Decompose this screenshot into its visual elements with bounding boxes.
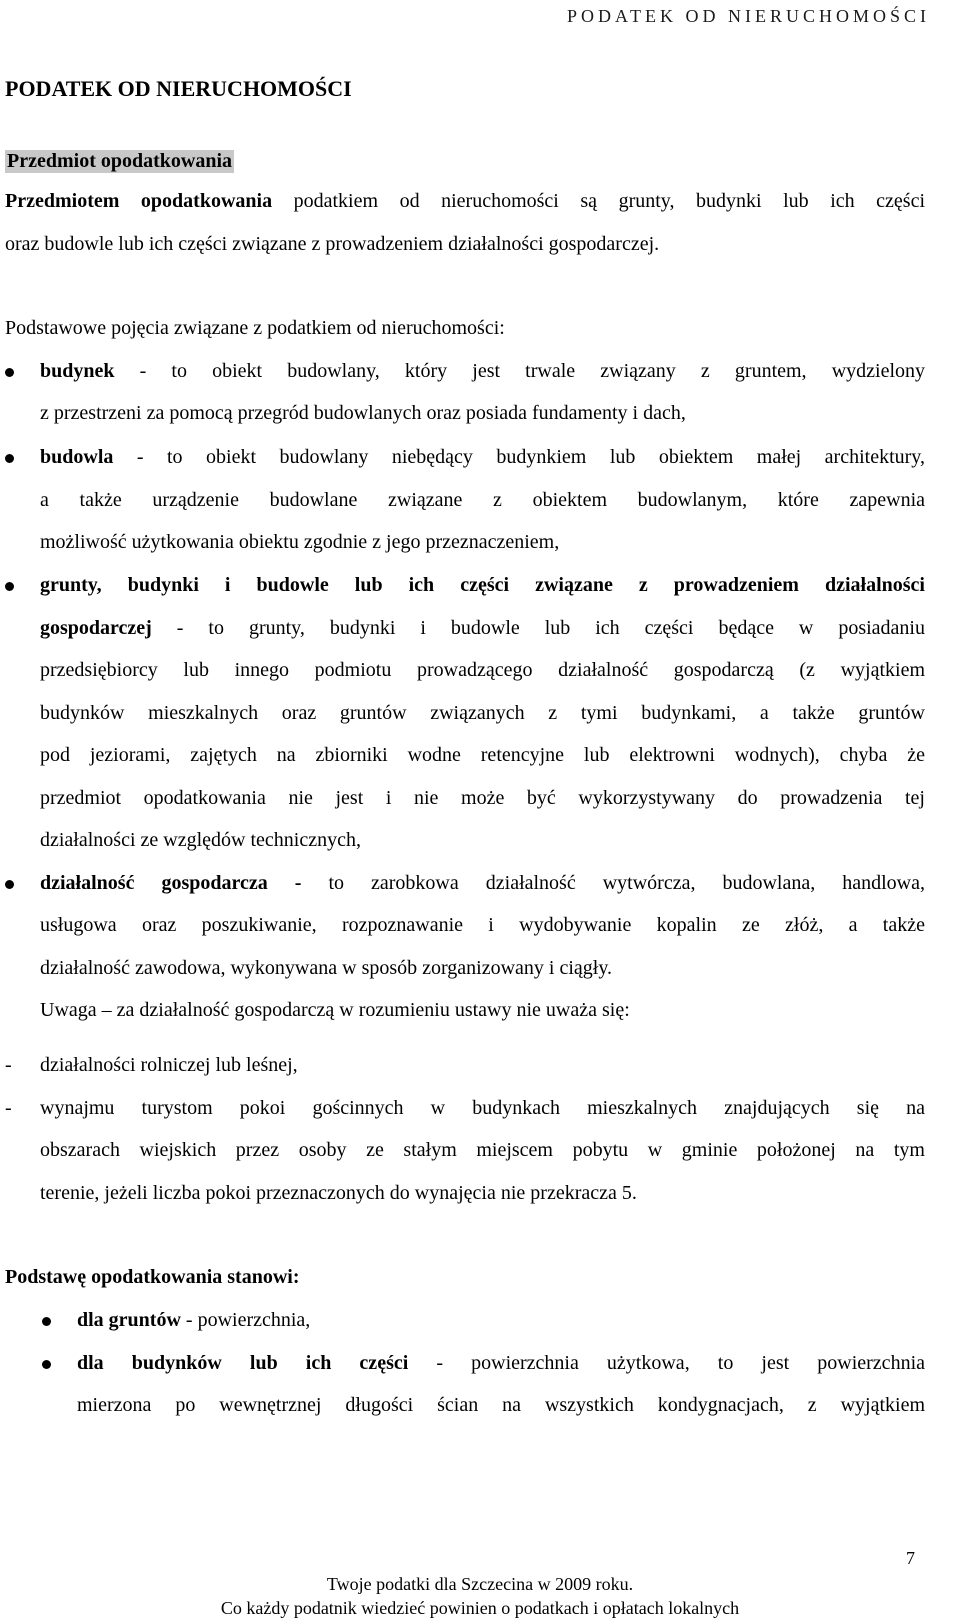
page-number: 7 [906,1548,915,1568]
exclusion-2-line1: wynajmu turystom pokoi gościnnych w budynkach mieszkalnych znajdujących się na [40,1097,925,1119]
subject-para-line2: oraz budowle lub ich części związane z prowadzeniem działalności gospodarczej. [5,233,660,255]
exclusion-2-line2: obszarach wiejskich przez osoby ze stałym miejscem pobytu w gminie położonej na tym [40,1139,925,1161]
exclusion-2-line3: terenie, jeżeli liczba pokoi przeznaczonych do wynajęcia nie przekracza 5. [40,1182,637,1204]
dzialalnosc-line3: działalność zawodowa, wykonywana w sposób zorganizowany i ciągły. [40,957,613,979]
base-budynki-term: dla budynków lub ich części [77,1352,409,1374]
budynek-term: budynek [40,360,115,382]
grunty-line3: przedsiębiorcy lub innego podmiotu prowadzącego działalność gospodarczą (z wyjątkiem [40,659,925,681]
dzialalnosc-line2: usługowa oraz poszukiwanie, rozpoznawanie i wydobywanie kopalin ze złóż, a także [40,914,925,936]
exclusion-1: działalności rolniczej lub leśnej, [40,1054,298,1076]
footer-line1: Twoje podatki dla Szczecina w 2009 roku. [326,1574,634,1594]
base-budynki-text: - powierzchnia użytkowa, to jest powierzchnia [408,1352,925,1374]
base-item-grunty [77,1299,310,1342]
grunty-term-end: gospodarczej [40,617,152,639]
subject-bold: Przedmiotem opodatkowania [5,190,273,212]
budowla-text: - to obiekt budowlany niebędący budynkiem lub obiektem małej architektury, [113,446,925,468]
base-grunty-text: - powierzchnia, [180,1309,311,1331]
subject-text: podatkiem od nieruchomości są grunty, budynki lub ich części [272,190,925,212]
bullet-dot [5,880,14,889]
base-item-budynki-line1 [77,1342,925,1385]
budynek-text: - to obiekt budowlany, który jest trwale związany z gruntem, wydzielony [114,360,925,382]
grunty-line6: przedmiot opodatkowania nie jest i nie może być wykorzystywany do prowadzenia tej [40,787,925,809]
dzialalnosc-term: działalność gospodarcza - [40,872,302,894]
concepts-intro: Podstawowe pojęcia związane z podatkiem od nieruchomości: [5,317,505,339]
bullet-dot [5,368,14,377]
budynek-line1 [40,350,925,393]
grunty-line4: budynków mieszkalnych oraz gruntów związanych z tymi budynkami, a także gruntów [40,702,925,724]
base-grunty-term: dla gruntów [77,1309,181,1331]
subject-para-line1 [5,180,925,223]
budowla-term: budowla [40,446,114,468]
document-title: PODATEK OD NIERUCHOMOŚCI [5,76,352,101]
base-heading: Podstawę opodatkowania stanowi: [5,1266,300,1288]
dzialalnosc-text: to zarobkowa działalność wytwórcza, budowlana, handlowa, [301,872,925,894]
grunty-line1: grunty, budynki i budowle lub ich części związane z prowadzeniem działalności [40,574,925,596]
section-heading-subject: Przedmiot opodatkowania [7,150,232,172]
bullet-dot [5,454,14,463]
bullet-dot [42,1317,51,1326]
budowla-line1 [40,436,925,479]
grunty-line5: pod jeziorami, zajętych na zbiorniki wodne retencyjne lub elektrowni wodnych), chyba że [40,744,925,766]
budowla-line3: możliwość użytkowania obiektu zgodnie z jego przeznaczeniem, [40,531,560,553]
grunty-line2 [40,607,925,650]
budowla-line2: a także urządzenie budowlane związane z obiektem budowlanym, które zapewnia [40,489,925,511]
base-item-budynki-line2: mierzona po wewnętrznej długości ścian na wszystkich kondygnacjach, z wyjątkiem [77,1394,925,1416]
bullet-dot [42,1360,51,1369]
dzialalnosc-note: Uwaga – za działalność gospodarczą w rozumieniu ustawy nie uważa się: [40,999,630,1021]
grunty-text: - to grunty, budynki i budowle lub ich części będące w posiadaniu [151,617,925,639]
dash-marker: - [5,1097,12,1119]
dash-marker: - [5,1054,12,1076]
dzialalnosc-line1 [40,862,925,905]
footer-line2: Co każdy podatnik wiedzieć powinien o podatkach i opłatach lokalnych [220,1598,740,1618]
grunty-line7: działalności ze względów technicznych, [40,829,361,851]
budynek-line2: z przestrzeni za pomocą przegród budowlanych oraz posiada fundamenty i dach, [40,402,686,424]
running-header: PODATEK OD NIERUCHOMOŚCI [566,6,930,26]
bullet-dot [5,582,14,591]
